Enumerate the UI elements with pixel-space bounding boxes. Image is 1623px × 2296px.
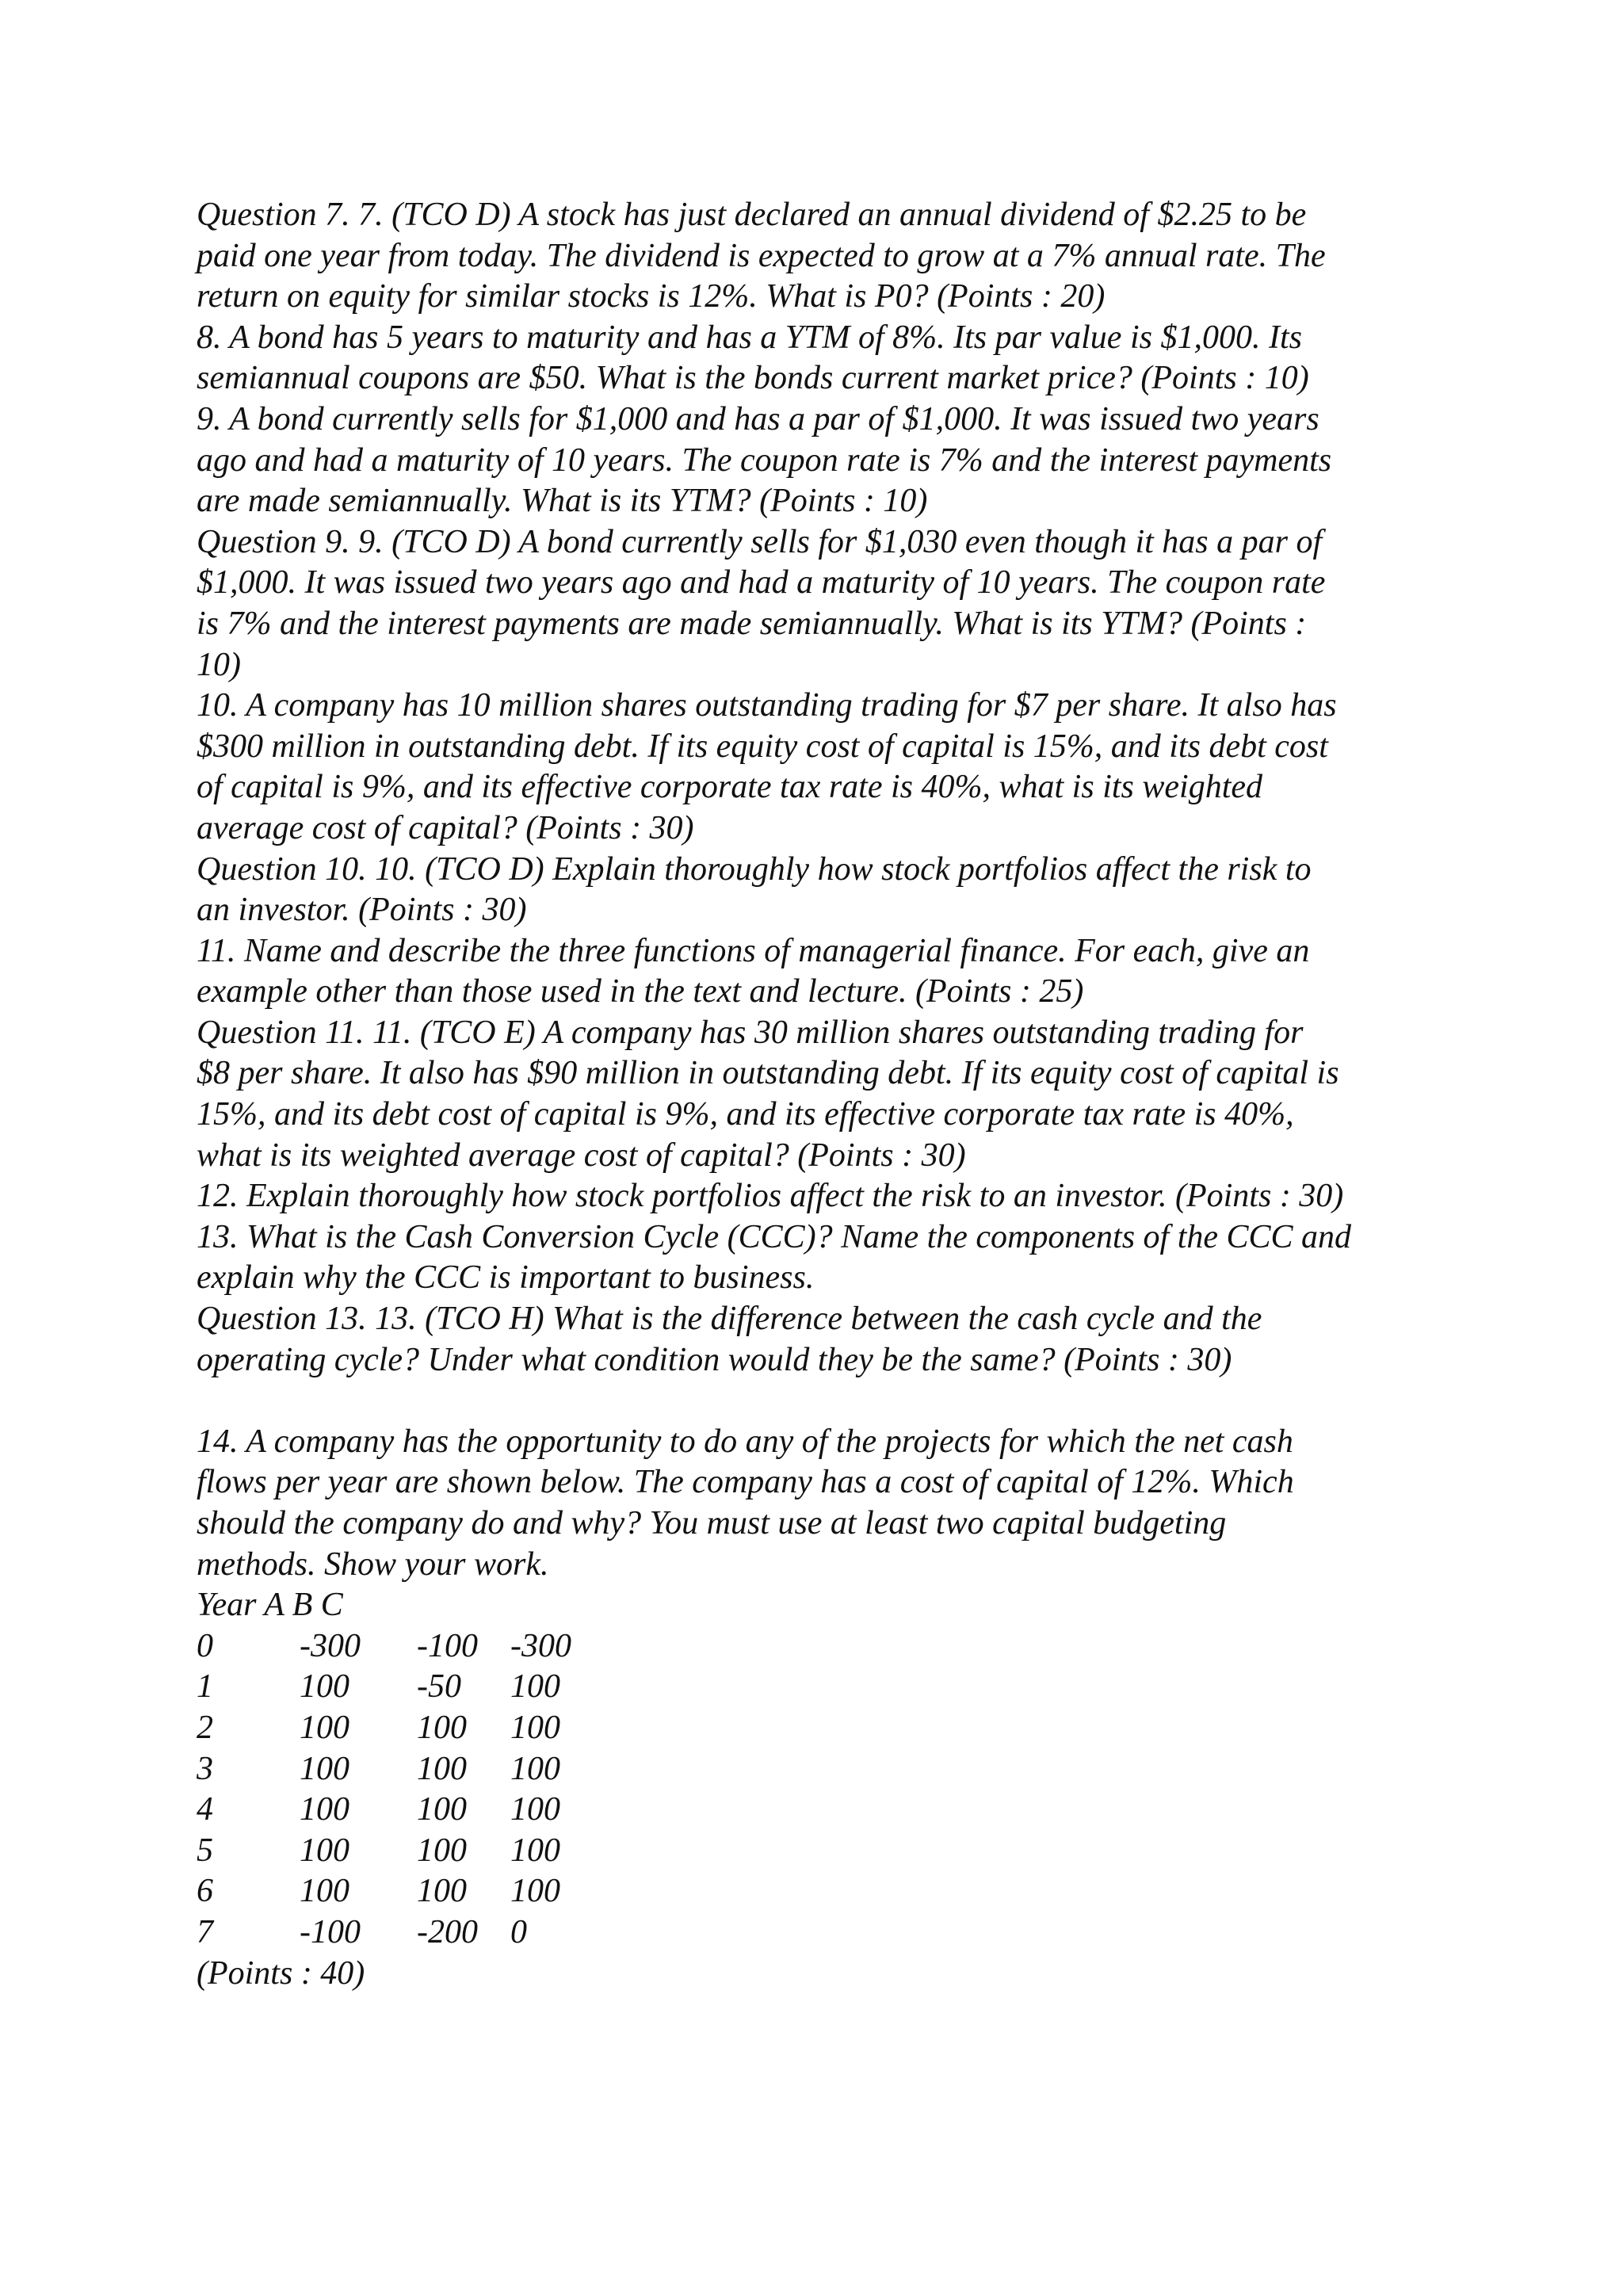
table-row xyxy=(197,1790,621,1831)
project-c-cell: 100 xyxy=(510,1832,560,1869)
project-b-cell: -50 xyxy=(417,1668,461,1706)
table-row xyxy=(197,1912,621,1954)
project-b-cell: -200 xyxy=(417,1913,478,1950)
table-row xyxy=(197,1871,621,1912)
question-8: 8. A bond has 5 years to maturity and has a YTM of 8%. Its par value is $1,000. Its semiannual coupons are $50. What is the bonds current market price? (Points : 10) xyxy=(197,319,1309,397)
year-cell: 3 xyxy=(197,1750,213,1787)
project-b-cell: 100 xyxy=(417,1750,467,1787)
project-a-cell: 100 xyxy=(300,1832,349,1869)
table-row xyxy=(197,1831,621,1872)
project-b-cell: 100 xyxy=(417,1873,467,1910)
project-c-cell: -300 xyxy=(510,1627,571,1664)
question-7: Question 7. 7. (TCO D) A stock has just declared an annual dividend of $2.25 to be paid one year from today. The dividend is expected to grow at a 7% annual rate. The return on equity for similar stocks is 12%. What is P0? (Points : 20) xyxy=(197,197,1326,315)
question-14-points: (Points : 40) xyxy=(197,1954,365,1992)
project-a-cell: 100 xyxy=(300,1750,349,1787)
year-cell: 2 xyxy=(197,1709,213,1746)
project-c-cell: 100 xyxy=(510,1873,560,1910)
question-10: 10. A company has 10 million shares outstanding trading for $7 per share. It also has $300 million in outstanding debt. If its equity cost of capital is 15%, and its debt cost of capital is 9%, and its effective corporate tax rate is 40%, what is its weighted average cost of capital? (Points : 30) xyxy=(197,687,1337,846)
table-row xyxy=(197,1749,621,1790)
question-11-tco: Question 11. 11. (TCO E) A company has 30 million shares outstanding trading for $8 per share. It also has $90 million in outstanding debt. If its equity cost of capital is 15%, and its debt cost of capital is 9%, and its effective corporate tax rate is 40%, what is its weighted average cost of capital? (Points : 30) xyxy=(197,1014,1339,1174)
question-13-tco: Question 13. 13. (TCO H) What is the difference between the cash cycle and the operating cycle? Under what condition would they be the same? (Points : 30) xyxy=(197,1301,1262,1378)
project-c-cell: 100 xyxy=(510,1750,560,1787)
table-row xyxy=(197,1626,621,1668)
table-row xyxy=(197,1708,621,1749)
project-b-cell: 100 xyxy=(417,1832,467,1869)
question-14-prompt: 14. A company has the opportunity to do any of the projects for which the net cash flows per year are shown below. The company has a cost of capital of 12%. Which should the company do and why? You must use at least two capital budgeting methods. Show your work. xyxy=(197,1423,1294,1583)
project-b-cell: 100 xyxy=(417,1709,467,1746)
document-body xyxy=(197,195,1465,1994)
table-row xyxy=(197,1667,621,1708)
year-cell: 4 xyxy=(197,1791,213,1828)
year-cell: 5 xyxy=(197,1832,213,1869)
question-10-tco: Question 10. 10. (TCO D) Explain thoroughly how stock portfolios affect the risk to an investor. (Points : 30) xyxy=(197,850,1312,929)
year-cell: 0 xyxy=(197,1627,213,1664)
project-c-cell: 100 xyxy=(510,1791,560,1828)
question-9-tco: Question 9. 9. (TCO D) A bond currently sells for $1,030 even though it has a par of $1,000. It was issued two years ago and had a maturity of 10 years. The coupon rate is 7% and the interest payments are made semiannually. What is its YTM? (Points : 10) xyxy=(197,523,1326,683)
project-c-cell: 100 xyxy=(510,1668,560,1706)
year-cell: 1 xyxy=(197,1668,213,1706)
project-a-cell: 100 xyxy=(300,1791,349,1828)
cash-flow-table xyxy=(197,1626,621,1954)
question-11: 11. Name and describe the three functions of managerial finance. For each, give an example other than those used in the text and lecture. (Points : 25) xyxy=(197,932,1310,1010)
project-a-cell: 100 xyxy=(300,1709,349,1746)
paragraph-gap xyxy=(197,1381,1465,1422)
question-13: 13. What is the Cash Conversion Cycle (CCC)? Name the components of the CCC and explain why the CCC is important to business. xyxy=(197,1218,1352,1297)
project-a-cell: 100 xyxy=(300,1668,349,1706)
project-a-cell: -300 xyxy=(300,1627,361,1664)
year-cell: 6 xyxy=(197,1873,213,1910)
year-cell: 7 xyxy=(197,1913,213,1950)
project-a-cell: 100 xyxy=(300,1873,349,1910)
project-c-cell: 0 xyxy=(510,1913,527,1950)
project-b-cell: 100 xyxy=(417,1791,467,1828)
project-b-cell: -100 xyxy=(417,1627,478,1664)
question-9: 9. A bond currently sells for $1,000 and has a par of $1,000. It was issued two years ago and had a maturity of 10 years. The coupon rate is 7% and the interest payments are made semiannually. What is its YTM? (Points : 10) xyxy=(197,400,1332,520)
question-12: 12. Explain thoroughly how stock portfolios affect the risk to an investor. (Points : 30) xyxy=(197,1178,1344,1215)
project-a-cell: -100 xyxy=(300,1913,361,1950)
project-c-cell: 100 xyxy=(510,1709,560,1746)
cash-flow-table-header: Year A B C xyxy=(197,1587,343,1624)
